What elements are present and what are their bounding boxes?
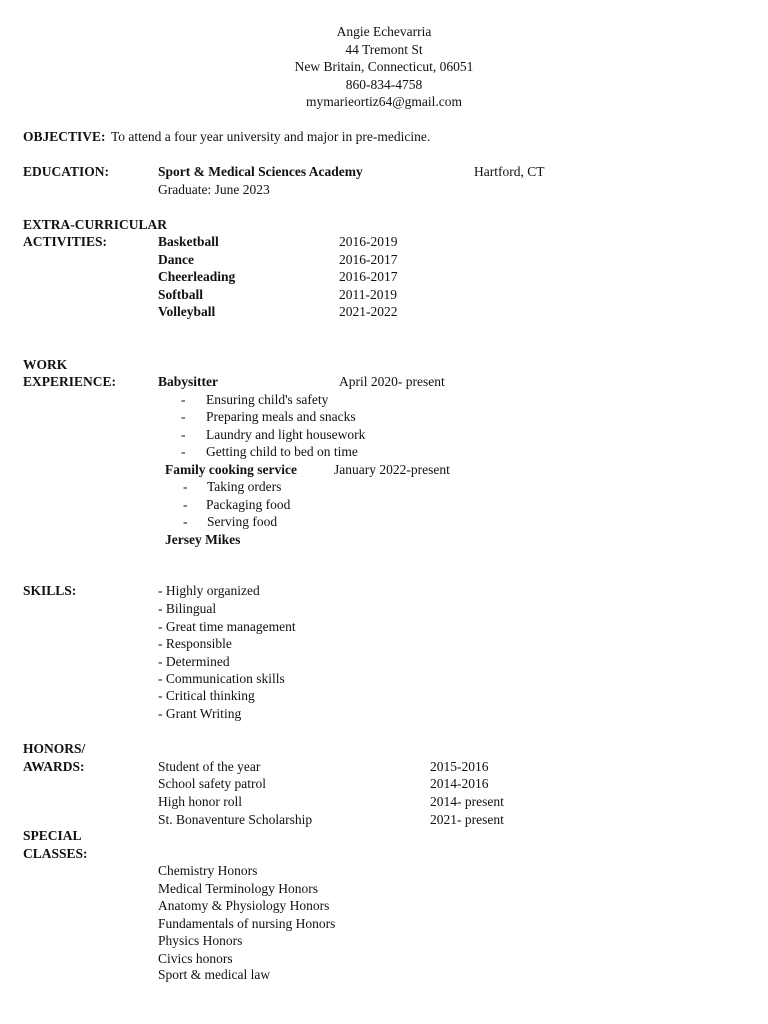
skills-label: SKILLS: bbox=[23, 583, 77, 598]
applicant-name: Angie Echevarria bbox=[336, 24, 432, 39]
activity-name: Softball bbox=[158, 287, 204, 302]
skill-item: - Determined bbox=[158, 654, 230, 669]
education-label: EDUCATION: bbox=[23, 164, 110, 179]
bullet-dash: - bbox=[181, 392, 186, 407]
skill-item: - Communication skills bbox=[158, 671, 285, 686]
job-title: Family cooking service bbox=[165, 462, 297, 477]
classes-label-line1: SPECIAL bbox=[23, 828, 82, 843]
class-item: Sport & medical law bbox=[158, 967, 271, 982]
job-duty: Serving food bbox=[207, 514, 278, 529]
honor-name: St. Bonaventure Scholarship bbox=[158, 812, 313, 827]
honor-years: 2021- present bbox=[430, 812, 504, 827]
work-label-line1: WORK bbox=[23, 357, 68, 372]
honor-name: Student of the year bbox=[158, 759, 261, 774]
skill-item: - Great time management bbox=[158, 619, 296, 634]
job-dates: January 2022-present bbox=[334, 462, 450, 477]
activity-years: 2016-2017 bbox=[339, 252, 398, 267]
job-title: Jersey Mikes bbox=[165, 532, 241, 547]
street-address: 44 Tremont St bbox=[345, 42, 423, 57]
job-duty: Preparing meals and snacks bbox=[206, 409, 356, 424]
classes-label-line2: CLASSES: bbox=[23, 846, 88, 861]
job-duty: Ensuring child's safety bbox=[206, 392, 329, 407]
job-dates: April 2020- present bbox=[339, 374, 445, 389]
skill-item: - Responsible bbox=[158, 636, 232, 651]
work-label-line2: EXPERIENCE: bbox=[23, 374, 117, 389]
bullet-dash: - bbox=[181, 444, 186, 459]
activities-label-line1: EXTRA-CURRICULAR bbox=[23, 217, 168, 232]
class-item: Anatomy & Physiology Honors bbox=[158, 898, 330, 913]
skill-item: - Bilingual bbox=[158, 601, 217, 616]
activity-name: Dance bbox=[158, 252, 194, 267]
class-item: Civics honors bbox=[158, 951, 233, 966]
honors-label-line2: AWARDS: bbox=[23, 759, 85, 774]
honor-name: School safety patrol bbox=[158, 776, 266, 791]
bullet-dash: - bbox=[183, 497, 188, 512]
bullet-dash: - bbox=[183, 514, 188, 529]
bullet-dash: - bbox=[181, 427, 186, 442]
job-duty: Packaging food bbox=[206, 497, 291, 512]
skill-item: - Critical thinking bbox=[158, 688, 255, 703]
phone-number: 860-834-4758 bbox=[345, 77, 423, 92]
graduation-date: Graduate: June 2023 bbox=[158, 182, 270, 197]
school-name: Sport & Medical Sciences Academy bbox=[158, 164, 363, 179]
bullet-dash: - bbox=[183, 479, 188, 494]
email-address: mymarieortiz64@gmail.com bbox=[305, 94, 462, 109]
job-duty: Taking orders bbox=[207, 479, 282, 494]
job-duty: Getting child to bed on time bbox=[206, 444, 358, 459]
activity-name: Basketball bbox=[158, 234, 219, 249]
honor-name: High honor roll bbox=[158, 794, 242, 809]
objective-text: To attend a four year university and major in pre-medicine. bbox=[111, 129, 431, 144]
activity-years: 2016-2017 bbox=[339, 269, 398, 284]
activities-label-line2: ACTIVITIES: bbox=[23, 234, 108, 249]
activity-name: Volleyball bbox=[158, 304, 216, 319]
activity-years: 2021-2022 bbox=[339, 304, 398, 319]
honor-years: 2014- present bbox=[430, 794, 504, 809]
activity-name: Cheerleading bbox=[158, 269, 236, 284]
activity-years: 2011-2019 bbox=[339, 287, 397, 302]
bullet-dash: - bbox=[181, 409, 186, 424]
job-duty: Laundry and light housework bbox=[206, 427, 366, 442]
honors-label-line1: HONORS/ bbox=[23, 741, 86, 756]
objective-label: OBJECTIVE: bbox=[23, 129, 106, 144]
class-item: Medical Terminology Honors bbox=[158, 881, 319, 896]
skill-item: - Highly organized bbox=[158, 583, 260, 598]
honor-years: 2015-2016 bbox=[430, 759, 489, 774]
job-title: Babysitter bbox=[158, 374, 218, 389]
activity-years: 2016-2019 bbox=[339, 234, 398, 249]
class-item: Fundamentals of nursing Honors bbox=[158, 916, 336, 931]
skill-item: - Grant Writing bbox=[158, 706, 242, 721]
school-location: Hartford, CT bbox=[474, 164, 545, 179]
city-state-zip: New Britain, Connecticut, 06051 bbox=[294, 59, 474, 74]
honor-years: 2014-2016 bbox=[430, 776, 489, 791]
class-item: Chemistry Honors bbox=[158, 863, 258, 878]
class-item: Physics Honors bbox=[158, 933, 243, 948]
